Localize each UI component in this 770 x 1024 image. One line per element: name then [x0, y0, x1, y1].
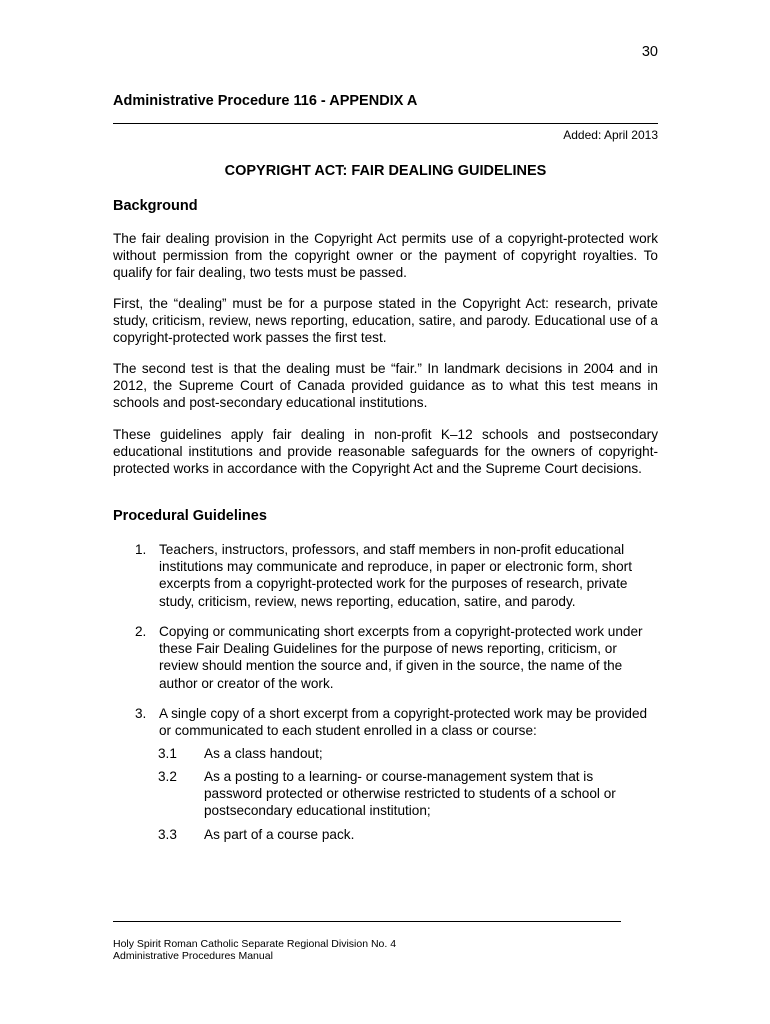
procedure-title: Administrative Procedure 116 - APPENDIX A	[113, 93, 418, 109]
subitem-text: As a class handout;	[204, 746, 323, 761]
page-number: 30	[641, 44, 658, 60]
guideline-number: 3.	[135, 706, 147, 721]
subitem-number: 3.2	[158, 769, 177, 784]
subitem-number: 3.3	[158, 827, 177, 842]
subitem-text: As a posting to a learning- or course-management system that is password protected or otherwise restricted to students of a school or postsecondary educational institution;	[204, 769, 616, 819]
background-paragraph: These guidelines apply fair dealing in non-profit K–12 schools and postsecondary educational institutions and provide reasonable safeguards for the owners of copyright-protected works in accordance with the Copyright Act and the Supreme Court decisions.	[113, 427, 658, 477]
added-date: Added: April 2013	[563, 128, 658, 142]
background-heading: Background	[113, 198, 198, 214]
guideline-text: A single copy of a short excerpt from a copyright-protected work may be provided or communicated to each student enrolled in a class or course:	[159, 706, 648, 739]
guideline-number: 2.	[135, 624, 147, 639]
guideline-text: Teachers, instructors, professors, and staff members in non-profit educational institutions may communicate and reproduce, in paper or electronic form, short excerpts from a copyright-protected work for the purposes of research, private study, criticism, review, news reporting, education, satire, and parody.	[159, 542, 632, 609]
document-title: COPYRIGHT ACT: FAIR DEALING GUIDELINES	[224, 163, 547, 179]
guideline-number: 1.	[135, 542, 147, 557]
background-paragraph: First, the “dealing” must be for a purpose stated in the Copyright Act: research, private study, criticism, review, news reporting, education, satire, and parody. Educational use of a copyright-protected work passes the first test.	[113, 296, 658, 346]
subitem-text: As part of a course pack.	[204, 827, 355, 842]
procedural-guidelines-heading: Procedural Guidelines	[113, 508, 267, 524]
background-paragraph: The fair dealing provision in the Copyright Act permits use of a copyright-protected work without permission from the copyright owner or the payment of copyright royalties. To qualify for fair dealing, two tests must be passed.	[113, 231, 658, 281]
footer-organization: Holy Spirit Roman Catholic Separate Regional Division No. 4	[113, 938, 397, 950]
guideline-text: Copying or communicating short excerpts from a copyright-protected work under these Fair Dealing Guidelines for the purpose of news reporting, criticism, or review should mention the source and, if given in the source, the name of the author or creator of the work.	[159, 624, 643, 691]
background-paragraph: The second test is that the dealing must be “fair.” In landmark decisions in 2004 and in 2012, the Supreme Court of Canada provided guidance as to what this test means in schools and post-secondary educational institutions.	[113, 361, 658, 411]
header-divider	[113, 123, 658, 124]
footer-manual: Administrative Procedures Manual	[113, 950, 273, 962]
subitem-number: 3.1	[158, 746, 177, 761]
footer-divider	[113, 921, 621, 922]
